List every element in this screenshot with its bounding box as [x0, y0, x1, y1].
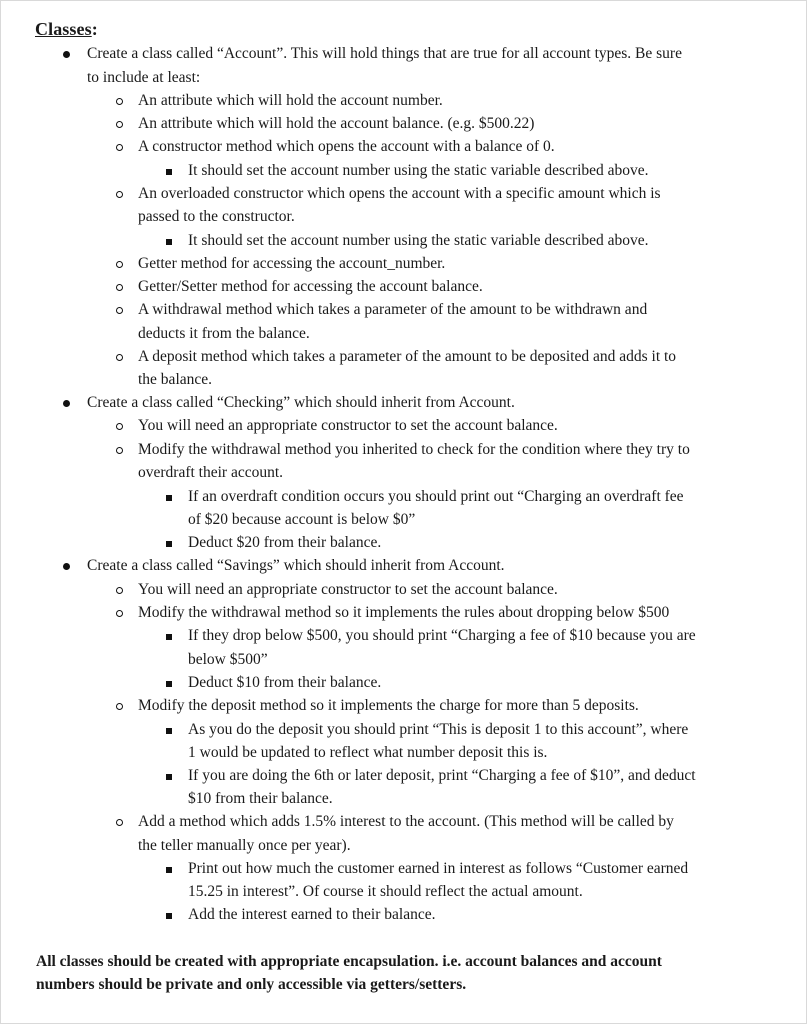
- text-line: Print out how much the customer earned in interest as follows “Customer earned: [188, 860, 689, 877]
- bullet-circle-icon: [116, 307, 123, 314]
- bullet-square-icon: [166, 634, 172, 640]
- bullet-circle-icon: [116, 121, 123, 128]
- bullet-circle-icon: [116, 610, 123, 617]
- text-line: overdraft their account.: [138, 464, 284, 481]
- bullet-circle-icon: [116, 191, 123, 198]
- text-line: If you are doing the 6th or later deposit, print “Charging a fee of $10”, and deduct: [188, 767, 696, 784]
- text-line: to include at least:: [87, 69, 201, 86]
- text-line: Modify the withdrawal method you inherited to check for the condition where they try to: [138, 441, 690, 458]
- text-line: You will need an appropriate constructor to set the account balance.: [138, 417, 558, 434]
- text-line: the balance.: [138, 371, 213, 388]
- text-line: below $500”: [188, 651, 268, 668]
- text-line: 15.25 in interest”. Of course it should reflect the actual amount.: [188, 883, 583, 900]
- text-line: An attribute which will hold the account balance. (e.g. $500.22): [138, 115, 535, 132]
- bullet-circle-icon: [116, 261, 123, 268]
- footer-line-2: numbers should be private and only accessible via getters/setters.: [36, 976, 467, 993]
- bullet-circle-icon: [116, 98, 123, 105]
- bullet-square-icon: [166, 681, 172, 687]
- text-line: Add the interest earned to their balance.: [188, 906, 436, 923]
- text-line: Getter/Setter method for accessing the account balance.: [138, 278, 483, 295]
- heading-colon: :: [91, 19, 98, 39]
- bullet-square-icon: [166, 913, 172, 919]
- text-line: As you do the deposit you should print “This is deposit 1 to this account”, where: [188, 721, 689, 738]
- text-line: Modify the withdrawal method so it implements the rules about dropping below $500: [138, 604, 670, 621]
- text-line: $10 from their balance.: [188, 790, 333, 807]
- text-line: A withdrawal method which takes a parameter of the amount to be withdrawn and: [138, 301, 648, 318]
- bullet-square-icon: [166, 728, 172, 734]
- text-line: A constructor method which opens the account with a balance of 0.: [138, 138, 555, 155]
- bullet-circle-icon: [116, 423, 123, 430]
- text-line: of $20 because account is below $0”: [188, 511, 416, 528]
- bullet-square-icon: [166, 774, 172, 780]
- bullet-circle-icon: [116, 447, 123, 454]
- text-line: Getter method for accessing the account_number.: [138, 255, 446, 272]
- bullet-square-icon: [166, 867, 172, 873]
- bullet-circle-icon: [116, 587, 123, 594]
- text-line: the teller manually once per year).: [138, 837, 351, 854]
- bullet-square-icon: [166, 541, 172, 547]
- section-heading: [35, 19, 98, 40]
- text-line: If an overdraft condition occurs you should print out “Charging an overdraft fee: [188, 488, 684, 505]
- bullet-square-icon: [166, 239, 172, 245]
- text-line: An overloaded constructor which opens the account with a specific amount which is: [138, 185, 661, 202]
- text-line: It should set the account number using the static variable described above.: [188, 162, 649, 179]
- text-line: Create a class called “Savings” which should inherit from Account.: [87, 557, 505, 574]
- bullet-circle-icon: [116, 819, 123, 826]
- bullet-square-icon: [166, 495, 172, 501]
- text-line: It should set the account number using the static variable described above.: [188, 232, 649, 249]
- bullet-circle-icon: [116, 284, 123, 291]
- text-line: Create a class called “Account”. This will hold things that are true for all account types. Be sure: [87, 45, 682, 62]
- text-line: A deposit method which takes a parameter of the amount to be deposited and adds it to: [138, 348, 677, 365]
- bullet-disc-icon: [63, 400, 70, 407]
- text-line: Create a class called “Checking” which should inherit from Account.: [87, 394, 515, 411]
- bullet-circle-icon: [116, 354, 123, 361]
- bullet-square-icon: [166, 169, 172, 175]
- heading-text: Classes: [35, 19, 92, 39]
- text-line: If they drop below $500, you should print “Charging a fee of $10 because you are: [188, 627, 696, 644]
- text-line: Deduct $10 from their balance.: [188, 674, 382, 691]
- text-line: 1 would be updated to reflect what number deposit this is.: [188, 744, 548, 761]
- text-line: You will need an appropriate constructor to set the account balance.: [138, 581, 558, 598]
- text-line: Deduct $20 from their balance.: [188, 534, 382, 551]
- text-line: Add a method which adds 1.5% interest to the account. (This method will be called by: [138, 813, 674, 830]
- bullet-circle-icon: [116, 144, 123, 151]
- text-line: An attribute which will hold the account number.: [138, 92, 443, 109]
- text-line: deducts it from the balance.: [138, 325, 310, 342]
- text-line: passed to the constructor.: [138, 208, 295, 225]
- bullet-circle-icon: [116, 703, 123, 710]
- footer-line-1: All classes should be created with appropriate encapsulation. i.e. account balances and account: [36, 953, 662, 970]
- bullet-disc-icon: [63, 51, 70, 58]
- bullet-disc-icon: [63, 563, 70, 570]
- text-line: Modify the deposit method so it implements the charge for more than 5 deposits.: [138, 697, 639, 714]
